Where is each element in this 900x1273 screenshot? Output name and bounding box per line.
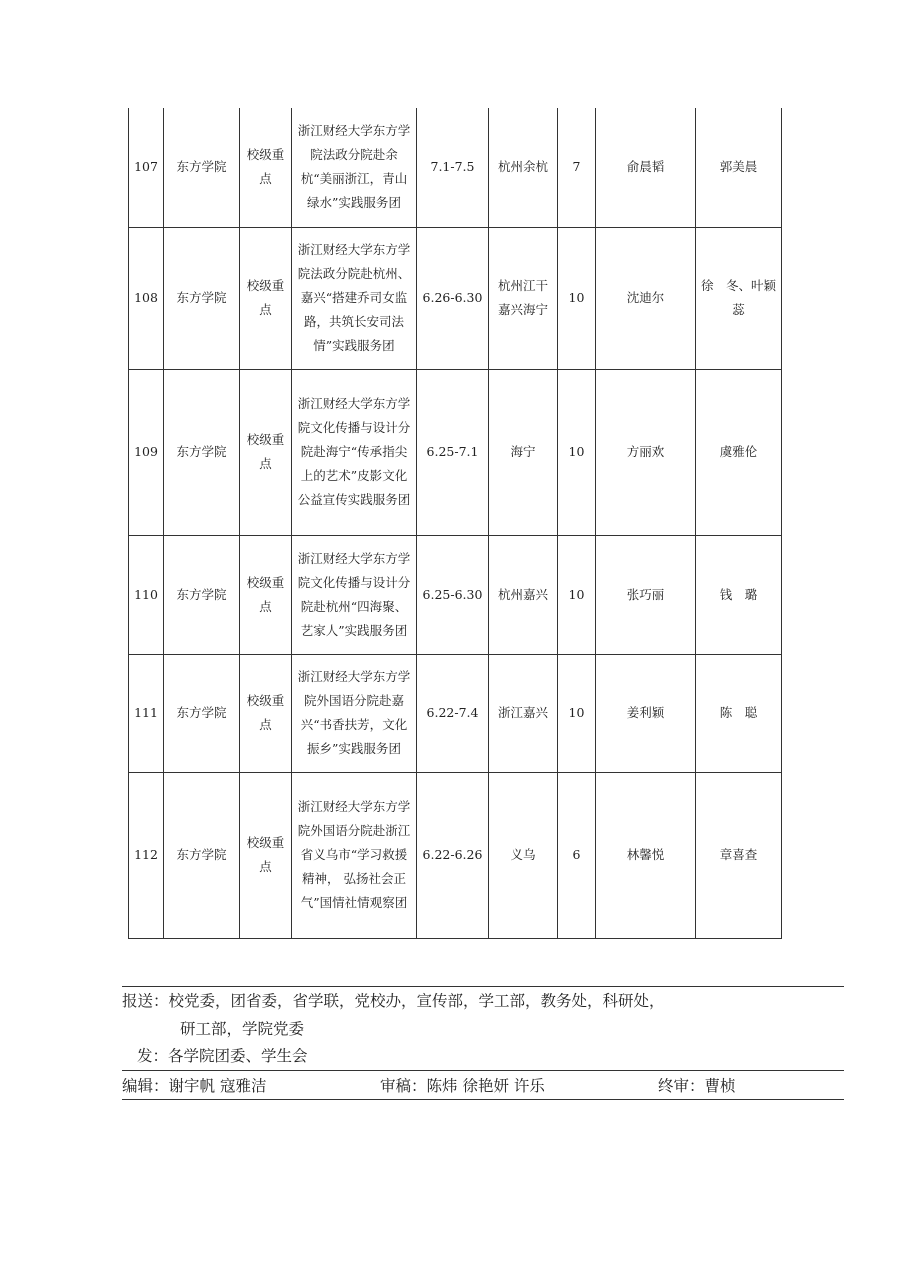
editor-label: 编辑： [122,1077,169,1095]
member-count-cell: 10 [558,227,596,369]
location-cell: 义乌 [489,772,558,938]
advisor-cell: 陈 聪 [696,654,782,772]
member-count-cell: 10 [558,654,596,772]
practice-team-table [128,108,782,939]
advisor-cell: 虞雅伦 [696,369,782,535]
location-cell: 海宁 [489,369,558,535]
member-count-cell: 10 [558,535,596,654]
table-row [129,369,782,535]
leader-cell: 张巧丽 [596,535,696,654]
team-name-cell: 浙江财经大学东方学院外国语分院赴嘉兴“书香扶芳，文化振乡”实践服务团 [292,654,417,772]
advisor-cell: 钱 璐 [696,535,782,654]
level-cell: 校级重点 [240,227,292,369]
report-line [122,989,665,1011]
table-row [129,535,782,654]
level-cell: 校级重点 [240,369,292,535]
review-label: 审稿： [380,1077,427,1095]
date-cell: 6.22-7.4 [417,654,489,772]
location-cell: 杭州嘉兴 [489,535,558,654]
member-count-cell: 7 [558,108,596,227]
member-count-cell: 6 [558,772,596,938]
level-cell: 校级重点 [240,535,292,654]
advisor-cell: 郭美晨 [696,108,782,227]
team-name-cell: 浙江财经大学东方学院法政分院赴杭州、嘉兴“搭建乔司女监路，共筑长安司法情”实践服务团 [292,227,417,369]
editor-credit [122,1074,266,1096]
level-cell: 校级重点 [240,654,292,772]
leader-cell: 俞晨韬 [596,108,696,227]
review-credit [380,1074,545,1096]
college-cell: 东方学院 [164,108,240,227]
row-number: 110 [129,535,164,654]
report-recipients: 校党委，团省委，省学联，党校办，宣传部，学工部，教务处，科研处， [168,992,665,1010]
row-number: 108 [129,227,164,369]
footer-bottom-divider [122,1099,844,1100]
college-cell: 东方学院 [164,535,240,654]
date-cell: 6.22-6.26 [417,772,489,938]
college-cell: 东方学院 [164,772,240,938]
issue-recipients: 各学院团委、学生会 [168,1047,308,1065]
level-cell: 校级重点 [240,772,292,938]
final-review-credit [658,1074,736,1096]
team-name-cell: 浙江财经大学东方学院文化传播与设计分院赴杭州“四海聚、艺家人”实践服务团 [292,535,417,654]
location-cell: 杭州江干嘉兴海宁 [489,227,558,369]
date-cell: 6.26-6.30 [417,227,489,369]
editorial-credits [122,1071,844,1099]
college-cell: 东方学院 [164,654,240,772]
table-row [129,654,782,772]
college-cell: 东方学院 [164,369,240,535]
row-number: 109 [129,369,164,535]
issue-label: 发： [137,1047,169,1065]
date-cell: 7.1-7.5 [417,108,489,227]
team-name-cell: 浙江财经大学东方学院文化传播与设计分院赴海宁“传承指尖上的艺术”皮影文化公益宣传实践服务团 [292,369,417,535]
editor-names: 谢宇帆 寇雅洁 [168,1077,267,1095]
date-cell: 6.25-7.1 [417,369,489,535]
row-number: 112 [129,772,164,938]
report-label: 报送： [122,992,169,1010]
final-review-label: 终审： [658,1077,705,1095]
team-name-cell: 浙江财经大学东方学院外国语分院赴浙江省义乌市“学习救援精神， 弘扬社会正气”国情社情观察团 [292,772,417,938]
report-recipients-continued: 研工部，学院党委 [180,1020,305,1038]
leader-cell: 方丽欢 [596,369,696,535]
member-count-cell: 10 [558,369,596,535]
college-cell: 东方学院 [164,227,240,369]
table-row [129,108,782,227]
table-row [129,227,782,369]
leader-cell: 沈迪尔 [596,227,696,369]
advisor-cell: 章喜查 [696,772,782,938]
row-number: 107 [129,108,164,227]
leader-cell: 姜利颖 [596,654,696,772]
team-name-cell: 浙江财经大学东方学院法政分院赴余杭“美丽浙江，青山绿水”实践服务团 [292,108,417,227]
distribution-footer [122,986,844,1072]
location-cell: 浙江嘉兴 [489,654,558,772]
location-cell: 杭州余杭 [489,108,558,227]
table-row [129,772,782,938]
date-cell: 6.25-6.30 [417,535,489,654]
row-number: 111 [129,654,164,772]
level-cell: 校级重点 [240,108,292,227]
issue-line [137,1044,308,1066]
leader-cell: 林馨悦 [596,772,696,938]
review-names: 陈炜 徐艳妍 许乐 [426,1077,545,1095]
advisor-cell: 徐 冬、叶颖蕊 [696,227,782,369]
final-review-names: 曹桢 [704,1077,736,1095]
